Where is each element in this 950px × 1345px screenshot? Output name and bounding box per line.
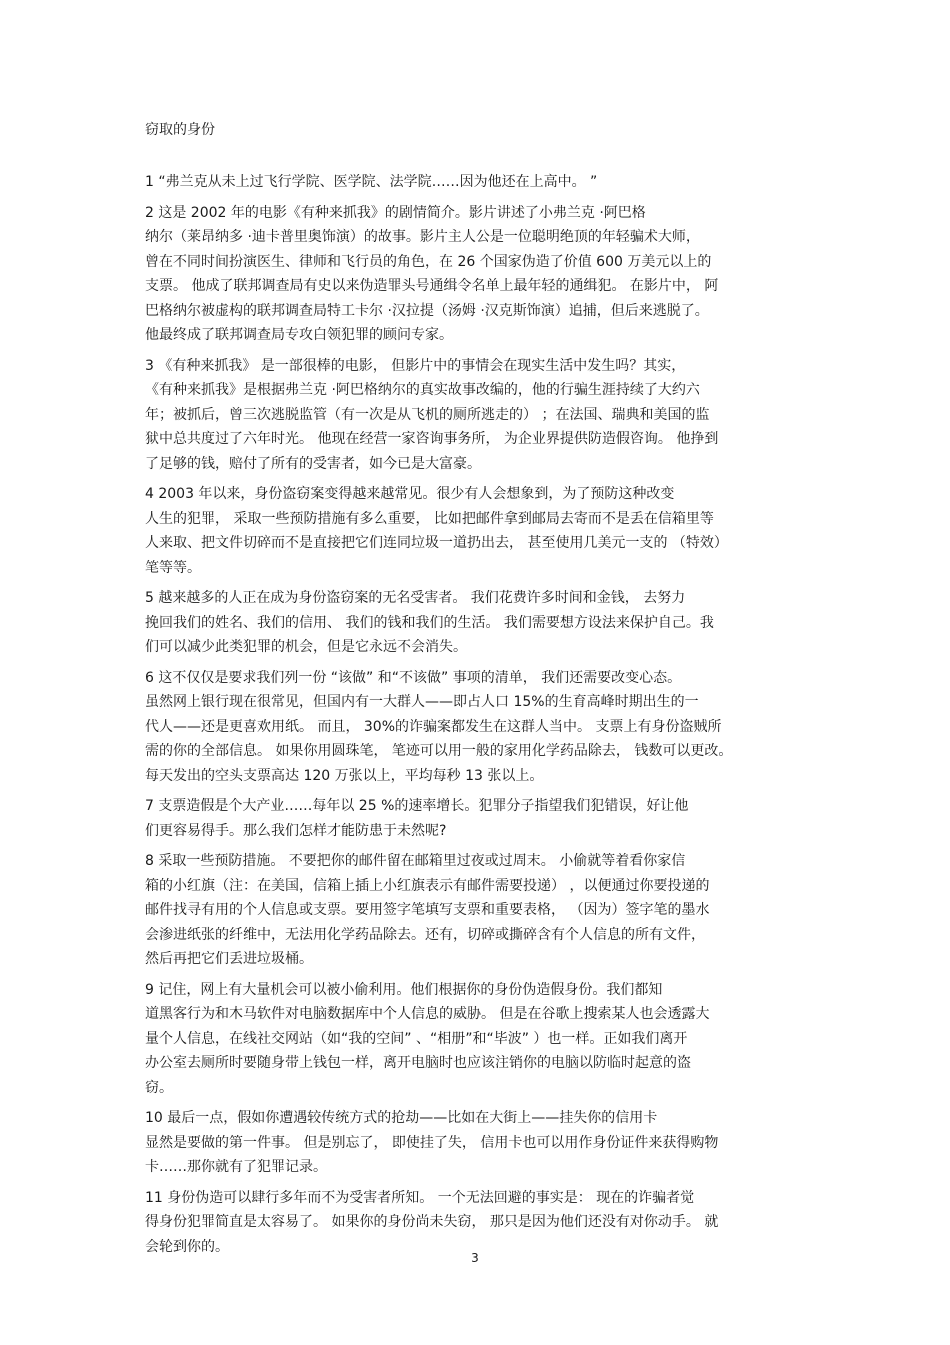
- paragraph-line: 10 最后一点，假如你遭遇较传统方式的抢劫——比如在大街上——挂失你的信用卡: [145, 1110, 658, 1126]
- paragraph-line: 会轮到你的。: [145, 1238, 229, 1255]
- paragraph-line: 办公室去厕所时要随身带上钱包一样，离开电脑时也应该注销你的电脑以防临时起意的盗: [145, 1055, 691, 1071]
- paragraph: [145, 586, 815, 660]
- paragraph-line: 了足够的钱，赔付了所有的受害者，如今已是大富豪。: [145, 455, 481, 472]
- paragraph-line: 显然是要做的第一件事。 但是别忘了， 即使挂了失， 信用卡也可以用作身份证件来获得购物: [145, 1134, 719, 1151]
- paragraph: [145, 170, 815, 195]
- paragraph-line: 箱的小红旗（注：在美国，信箱上插上小红旗表示有邮件需要投递） ，以便通过你要投递的: [145, 877, 710, 894]
- paragraph: [145, 849, 815, 972]
- paragraph-line: 他最终成了联邦调查局专攻白领犯罪的顾问专家。: [145, 327, 453, 343]
- paragraph-line: 7 支票造假是个大产业……每年以 25 %的速率增长。犯罪分子指望我们犯错误，好让他: [145, 798, 689, 814]
- paragraph: [145, 978, 815, 1101]
- paragraph-line: 4 2003 年以来，身份盗窃案变得越来越常见。很少有人会想象到，为了预防这种改变: [145, 486, 675, 502]
- paragraph-line: 6 这不仅仅是要求我们列一份 “该做” 和“不该做” 事项的清单， 我们还需要改变心态。: [145, 669, 682, 686]
- paragraph-line: 曾在不同时间扮演医生、律师和飞行员的角色，在 26 个国家伪造了价值 600 万美元以上的: [145, 253, 712, 270]
- document-body: [145, 170, 815, 1265]
- paragraph-line: 纳尔（莱昂纳多 ·迪卡普里奥饰演）的故事。影片主人公是一位聪明绝顶的年轻骗术大师，: [145, 229, 700, 245]
- paragraph-line: 代人——还是更喜欢用纸。 而且， 30%的诈骗案都发生在这群人当中。 支票上有身份盗贼所: [145, 718, 722, 735]
- paragraph: [145, 1186, 815, 1260]
- paragraph: [145, 354, 815, 477]
- paragraph-line: 笔等等。: [145, 559, 201, 576]
- paragraph-line: 然后再把它们丢进垃圾桶。: [145, 951, 313, 967]
- paragraph-line: 支票。 他成了联邦调查局有史以来伪造罪头号通缉令名单上最年轻的通缉犯。 在影片中， 阿: [145, 278, 719, 294]
- paragraph-line: 得身份犯罪简直是太容易了。 如果你的身份尚未失窃， 那只是因为他们还没有对你动手。 就: [145, 1214, 719, 1230]
- paragraph: [145, 201, 815, 348]
- paragraph-line: 们更容易得手。那么我们怎样才能防患于未然呢?: [145, 822, 447, 839]
- paragraph-line: 人来取、把文件切碎而不是直接把它们连同垃圾一道扔出去， 甚至使用几美元一支的 （特效）: [145, 535, 728, 551]
- paragraph-line: 巴格纳尔被虚构的联邦调查局特工卡尔 ·汉拉提（汤姆 ·汉克斯饰演）追捕，但后来逃脱了。: [145, 302, 709, 319]
- paragraph-line: 道黑客行为和木马软件对电脑数据库中个人信息的威胁。 但是在谷歌上搜索某人也会透露大: [145, 1006, 710, 1022]
- paragraph-line: 8 采取一些预防措施。 不要把你的邮件留在邮箱里过夜或过周末。 小偷就等着看你家信: [145, 853, 686, 869]
- paragraph-line: 11 身份伪造可以肆行多年而不为受害者所知。 一个无法回避的事实是： 现在的诈骗者觉: [145, 1189, 695, 1206]
- paragraph: [145, 482, 815, 580]
- paragraph-line: 年；被抓后，曾三次逃脱监管（有一次是从飞机的厕所逃走的） ；在法国、瑞典和美国的监: [145, 406, 710, 423]
- paragraph-line: 狱中总共度过了六年时光。 他现在经营一家咨询事务所， 为企业界提供防造假咨询。 他挣到: [145, 431, 719, 447]
- paragraph-line: 《有种来抓我》是根据弗兰克 ·阿巴格纳尔的真实故事改编的，他的行骗生涯持续了大约六: [145, 382, 700, 398]
- paragraph-line: 5 越来越多的人正在成为身份盗窃案的无名受害者。 我们花费许多时间和金钱， 去努力: [145, 590, 686, 606]
- paragraph-line: 3 《有种来抓我》 是一部很棒的电影， 但影片中的事情会在现实生活中发生吗？其实，: [145, 357, 686, 374]
- paragraph-line: 需的你的全部信息。 如果你用圆珠笔， 笔迹可以用一般的家用化学药品除去， 钱数可以更改。: [145, 743, 733, 759]
- paragraph-line: 窃。: [145, 1079, 173, 1096]
- paragraph-line: 邮件找寻有用的个人信息或支票。要用签字笔填写支票和重要表格， （因为）签字笔的墨水: [145, 902, 710, 918]
- paragraph-line: 9 记住，网上有大量机会可以被小偷利用。他们根据你的身份伪造假身份。我们都知: [145, 981, 663, 998]
- paragraph-line: 2 这是 2002 年的电影《有种来抓我》的剧情简介。影片讲述了小弗兰克 ·阿巴格: [145, 204, 646, 221]
- paragraph-line: 每天发出的空头支票高达 120 万张以上，平均每秒 13 张以上。: [145, 767, 544, 784]
- paragraph: [145, 1106, 815, 1180]
- paragraph: [145, 794, 815, 843]
- paragraph-line: 量个人信息，在线社交网站（如“我的空间” 、“相册”和“毕波” ）也一样。正如我们离开: [145, 1030, 688, 1047]
- document-title: 窃取的身份: [145, 122, 215, 138]
- paragraph-line: 挽回我们的姓名、我们的信用、 我们的钱和我们的生活。 我们需要想方设法来保护自己。我: [145, 614, 714, 631]
- paragraph-line: 人生的犯罪， 采取一些预防措施有多么重要， 比如把邮件拿到邮局去寄而不是丢在信箱里等: [145, 510, 714, 527]
- paragraph-line: 们可以减少此类犯罪的机会，但是它永远不会消失。: [145, 639, 467, 655]
- page-number: 3: [471, 1251, 479, 1265]
- paragraph-line: 会渗进纸张的纤维中，无法用化学药品除去。还有，切碎或撕碎含有个人信息的所有文件，: [145, 926, 705, 943]
- paragraph-line: 卡……那你就有了犯罪记录。: [145, 1159, 327, 1175]
- paragraph-line: 1 “弗兰克从未上过飞行学院、医学院、法学院……因为他还在上高中。 ”: [145, 174, 598, 190]
- paragraph: [145, 666, 815, 789]
- paragraph-line: 虽然网上银行现在很常见，但国内有一大群人——即占人口 15%的生育高峰时期出生的一: [145, 694, 699, 710]
